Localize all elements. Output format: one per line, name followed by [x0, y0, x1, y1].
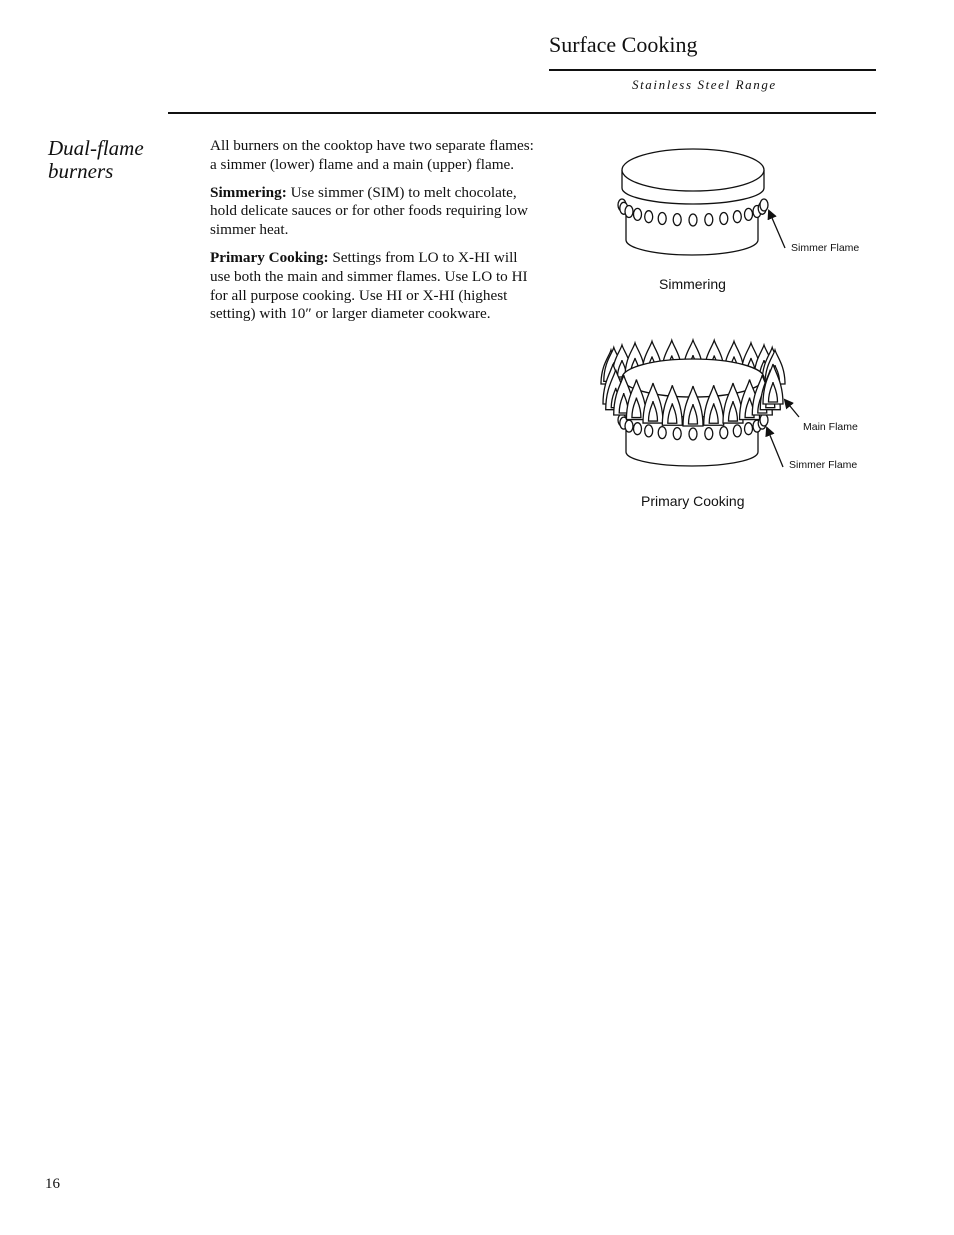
simmer-flame-tip — [645, 211, 653, 223]
simmer-flame-tip — [634, 423, 642, 435]
section-body — [210, 137, 535, 333]
page-number: 16 — [45, 1176, 60, 1192]
simmer-flame-tip — [760, 414, 768, 426]
primary-label: Primary Cooking: — [210, 248, 329, 266]
simmer-flame-tip — [745, 423, 753, 435]
primary-simmer-flame-label: Simmer Flame — [789, 459, 858, 471]
header-rule-long — [168, 112, 876, 114]
simmer-flame-tip — [658, 427, 666, 439]
simmer-flame-tip — [689, 214, 697, 226]
simmer-flame-tip — [689, 428, 697, 440]
simmer-flame-tip — [705, 214, 713, 226]
page-header-title: Surface Cooking — [549, 32, 698, 57]
primary-burner-illustration — [601, 340, 785, 466]
simmer-flame-tip — [705, 428, 713, 440]
simmer-flame-pointer — [769, 211, 785, 248]
simmer-flame-tip — [625, 420, 633, 432]
section-heading-line1: Dual-flame — [48, 136, 144, 160]
simmer-flame-tip — [673, 428, 681, 440]
main-flame-pointer — [785, 400, 799, 417]
primary-paragraph — [210, 249, 535, 324]
header-rule-short — [549, 69, 876, 71]
simmer-flame-label: Simmer Flame — [791, 242, 860, 254]
simmer-flame-tip — [625, 206, 633, 218]
intro-paragraph: All burners on the cooktop have two separate flames: a simmer (lower) flame and a main (upper) flame. — [210, 137, 534, 173]
simmering-label: Simmering: — [210, 183, 287, 201]
simmer-flame-tip — [733, 211, 741, 223]
simmer-flame-tip — [673, 214, 681, 226]
primary-text: Settings from LO to X-HI will use both the main and simmer flames. Use LO to HI for all purpose cooking. Use HI or X-HI (highest setting) with 10″ or larger diameter cookware. — [210, 248, 528, 323]
simmering-text: Use simmer (SIM) to melt chocolate, hold delicate sauces or for other foods requiring low simmer heat. — [210, 183, 528, 239]
simmer-flame-tip — [658, 213, 666, 225]
section-heading — [48, 137, 198, 183]
simmering-paragraph — [210, 184, 535, 240]
page-header-subtitle: Stainless Steel Range — [632, 77, 777, 92]
simmering-caption: Simmering — [659, 276, 726, 292]
simmer-flame-tip — [760, 199, 768, 211]
simmer-flame-tip — [733, 425, 741, 437]
simmer-flame-tip — [645, 425, 653, 437]
section-heading-line2: burners — [48, 159, 114, 183]
simmer-flame-tip — [720, 213, 728, 225]
primary-simmer-flame-pointer — [767, 428, 783, 467]
simmer-flame-tip — [745, 208, 753, 220]
simmer-flame-tip — [720, 427, 728, 439]
primary-cooking-caption: Primary Cooking — [641, 493, 745, 509]
simmer-burner-illustration — [618, 149, 768, 255]
main-flame-label: Main Flame — [803, 421, 858, 433]
simmer-flame-tip — [634, 208, 642, 220]
